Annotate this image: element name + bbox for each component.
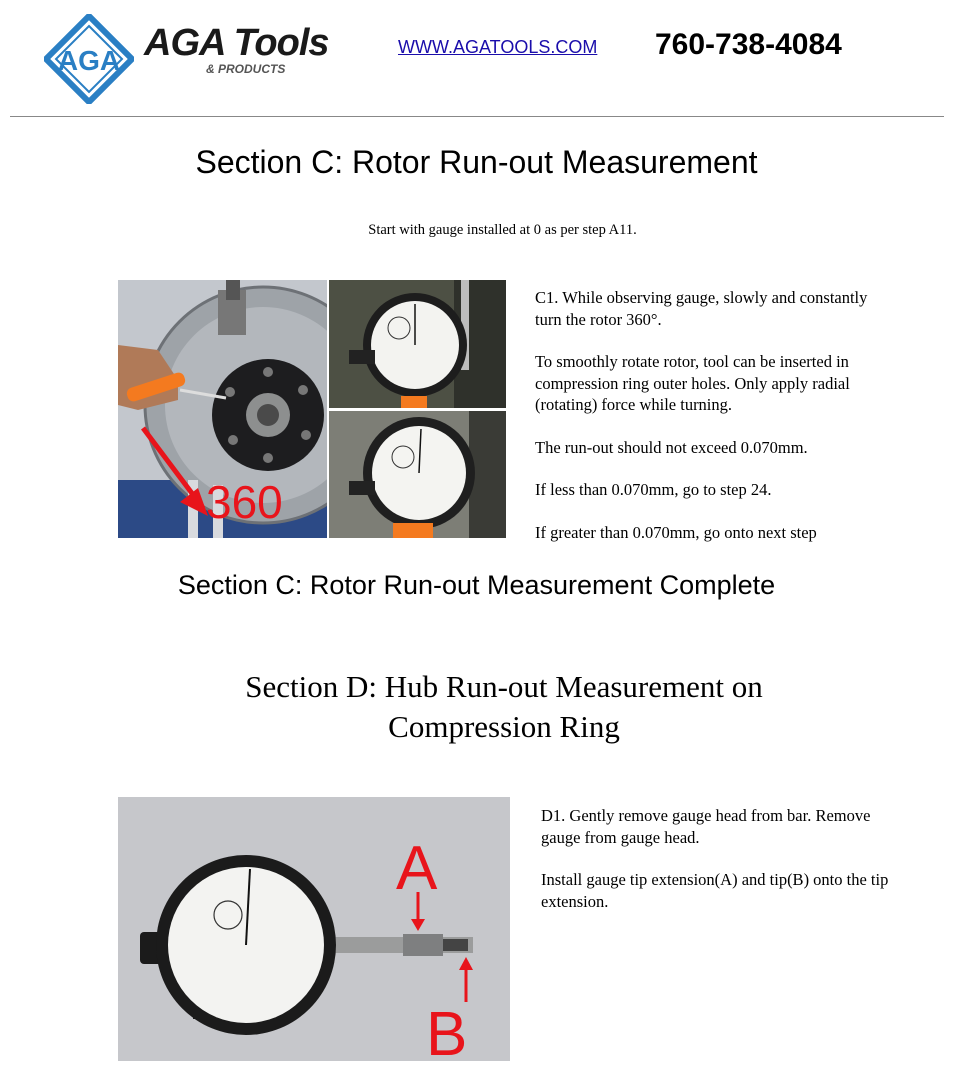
rotor-photo [118,280,327,538]
label-b: B [426,1000,468,1061]
label-a: A [396,834,438,903]
section-d-title-line1: Section D: Hub Run-out Measurement on [245,669,763,704]
section-c-complete: Section C: Rotor Run-out Measurement Complete [177,570,776,600]
section-d-title-line2: Compression Ring [388,709,620,744]
step-c-rotate-tip: To smoothly rotate rotor, tool can be inserted in compression ring outer holes. Only apply radial (rotating) force while turning. [535,352,850,414]
section-d-title [0,667,953,747]
logo-letters: AGA [57,45,121,76]
rotor-360-label: 360 [206,476,283,528]
brand-subtitle: & PRODUCTS [206,62,286,76]
section-d-steps [541,805,901,912]
section-c-title: Section C: Rotor Run-out Measurement [195,144,758,180]
section-c-intro: Start with gauge installed at 0 as per step A11. [368,222,637,238]
gauge-photo-bottom [329,411,506,538]
step-d1: D1. Gently remove gauge head from bar. Remove gauge from gauge head. [541,806,871,847]
gauge-photo-top [329,280,506,408]
step-c-greater: If greater than 0.070mm, go onto next step [535,522,817,542]
dial-gauge-photo [118,797,510,1061]
website-link[interactable]: WWW.AGATOOLS.COM [398,37,598,57]
step-c1: C1. While observing gauge, slowly and constantly turn the rotor 360°. [535,288,868,329]
phone-number: 760-738-4084 [655,28,842,61]
section-c-steps [535,287,895,543]
brand-name: AGA Tools [144,22,329,64]
step-c-limit: The run-out should not exceed 0.070mm. [535,437,808,457]
page-header [0,0,953,118]
aga-logo [44,14,134,104]
step-d-install: Install gauge tip extension(A) and tip(B) onto the tip extension. [541,870,889,911]
step-c-less: If less than 0.070mm, go to step 24. [535,480,772,499]
header-divider [10,116,944,117]
